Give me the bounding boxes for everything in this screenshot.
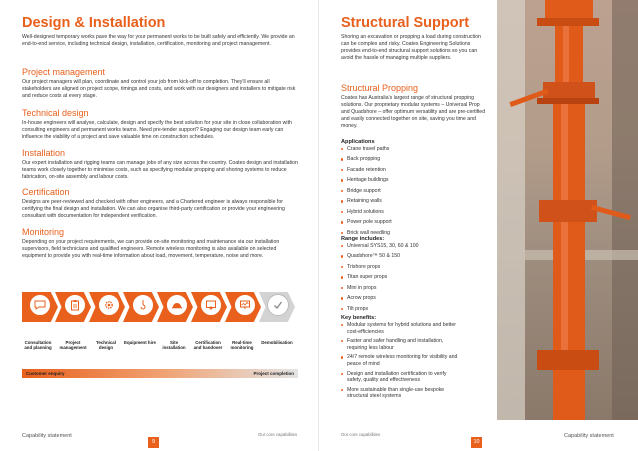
section-heading-technical-design: Technical design	[22, 108, 89, 118]
structural-prop-photo	[497, 0, 638, 420]
list-item: Hybrid solutions	[341, 209, 489, 216]
section-body-technical-design: In-house engineers will analyse, calculate, design and specify the best solution for your site in close collaboration with consulting engineers and permanent works teams. Need pre-tender support? Engaging our design team early can influence the viability of a project and save valuable time on construction schedules.	[22, 120, 292, 140]
hook-icon	[132, 294, 154, 316]
process-timeline-bar	[22, 369, 298, 378]
section-body-project-management: Our project managers will plan, coordinate and control your job from kick-off to completion. They'll ensure all stakeholders are aligned on project scope, timings and costs, and work with our designers and installers to mitigate risk and reduce costs at every stage.	[22, 79, 296, 99]
list-item: Retaining walls	[341, 198, 489, 205]
footer-title: Capability statement	[22, 433, 72, 439]
process-label-6: Certification and handover	[193, 340, 223, 351]
page-number: 9	[148, 437, 159, 448]
intro-text: Well-designed temporary works pave the way for your permanent works to be built safely and efficiently. We provide an end-to-end service, including technical design, installation, certification, monitoring and project management.	[22, 34, 295, 47]
list-item: Universal SYS15, 30, 60 & 100	[341, 243, 489, 250]
section-body-installation: Our expert installation and rigging teams can manage jobs of any size across the country. Coates design and installation teams work closely together to minimise costs, such as specifying modular propping and shoring systems to reduce fabrication, on-site assembly and labour costs.	[22, 160, 298, 180]
list-item: 24/7 remote wireless monitoring for visibility and peace of mind	[341, 354, 461, 367]
section-heading-certification: Certification	[22, 187, 70, 197]
process-label-7: Real-time monitoring	[230, 340, 254, 351]
page-title: Structural Support	[341, 15, 470, 31]
prop-illustration	[497, 0, 638, 420]
list-item: Tilt props	[341, 306, 489, 313]
check-icon	[267, 294, 289, 316]
process-label-8: Demobilisation	[261, 340, 293, 345]
page-title: Design & Installation	[22, 15, 166, 31]
list-item: Heritage buildings	[341, 177, 489, 184]
list-item: Design and installation certification to verify safety, quality and effectiveness	[341, 371, 461, 384]
list-item: Bridge support	[341, 188, 489, 195]
list-item: Mini in props	[341, 285, 489, 292]
section-body-certification: Designs are peer-reviewed and checked with other engineers, and a Chartered engineer is always responsible for certifying the final design and installation. We can also organise third-party certification or provide your engineering consultant with documentation for independent verification.	[22, 199, 285, 219]
footer-section: Our core capabilities	[341, 432, 381, 437]
footer-title: Capability statement	[564, 433, 614, 439]
section-body-monitoring: Depending on your project requirements, we can provide on-site monitoring and maintenance via our installation supervisors, field technicians and qualified engineers. Remote wireless monitoring is also available on selected equipment to provide you with real-time information about load, movement, temperature, noise and more.	[22, 239, 280, 259]
chat-icon	[29, 294, 51, 316]
process-label-2: Project management	[59, 340, 87, 351]
process-label-1: Consultation and planning	[24, 340, 52, 351]
list-item: Faster and safer handling and installation, requiring less labour	[341, 338, 461, 351]
list-item: More sustainable than single-use bespoke structural steel systems	[341, 387, 461, 400]
list-item: Brick wall needling	[341, 230, 489, 237]
list-item: Acrow props	[341, 295, 489, 302]
applications-heading: Applications	[341, 139, 375, 145]
footer-section: Our core capabilities	[258, 432, 298, 437]
section-heading-monitoring: Monitoring	[22, 227, 65, 237]
intro-text: Shoring an excavation or propping a load during construction can be complex and risky. Coates Engineering Solutions provides end-to-end structural support solutions so you can avoid the hassle of managing multiple suppliers.	[341, 34, 481, 61]
range-heading: Range includes:	[341, 236, 385, 242]
list-item: Back propping	[341, 156, 489, 163]
process-label-4: Equipment hire	[124, 340, 156, 345]
benefits-list	[341, 322, 461, 400]
list-item: Crane travel paths	[341, 146, 489, 153]
list-item: Modular systems for hybrid solutions and better cost-efficiencies	[341, 322, 461, 335]
range-list	[341, 243, 489, 313]
bar-start-label: Customer enquiry	[26, 370, 65, 376]
process-label-3: Technical design	[96, 340, 116, 351]
applications-list	[341, 146, 489, 236]
benefits-heading: Key benefits:	[341, 315, 377, 321]
page-number: 10	[471, 437, 482, 448]
list-item: Power pole support	[341, 219, 489, 226]
bar-end-label: Project completion	[253, 370, 294, 376]
list-item: Trishore props	[341, 264, 489, 271]
clipboard-icon	[64, 294, 86, 316]
process-diagram	[22, 288, 298, 328]
hardhat-icon	[166, 294, 188, 316]
list-item: Quadshore™ 50 & 150	[341, 253, 489, 260]
process-label-5: Site installation	[162, 340, 186, 351]
gear-icon	[98, 294, 120, 316]
monitor-icon	[234, 294, 256, 316]
section-heading-project-management: Project management	[22, 67, 106, 77]
section-heading-installation: Installation	[22, 148, 66, 158]
list-item: Facade retention	[341, 167, 489, 174]
list-item: Titan super props	[341, 274, 489, 281]
right-page	[319, 0, 638, 451]
section-body-structural-propping: Coates has Australia's largest range of structural propping solutions. Our proprietary modular systems – Universal Prop and Quadshore – offer optimum versatility and are pre-certified and easily connected together on site, saving you time and money.	[341, 95, 486, 129]
certificate-icon	[200, 294, 222, 316]
section-heading-structural-propping: Structural Propping	[341, 83, 419, 93]
